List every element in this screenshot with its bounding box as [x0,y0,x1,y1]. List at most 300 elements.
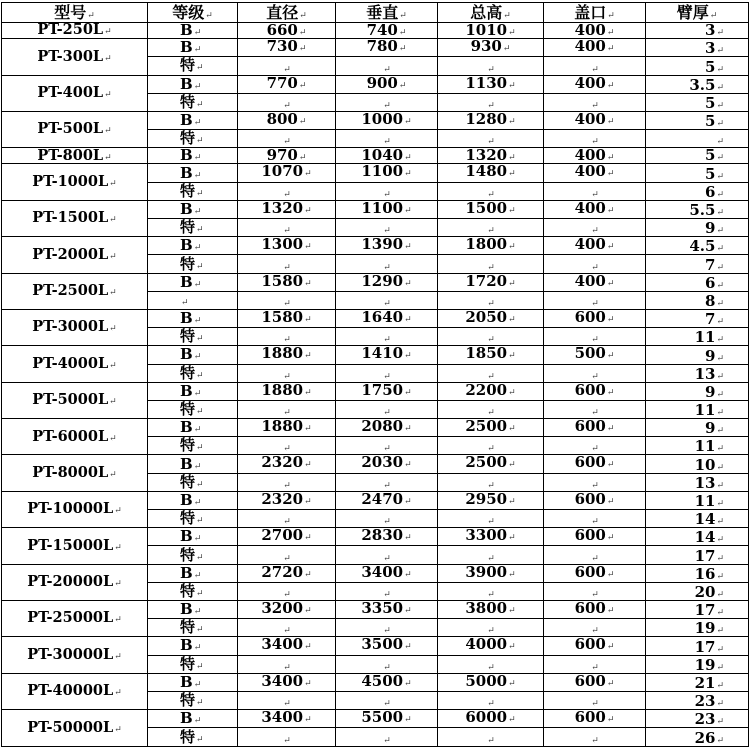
model-cell [2,23,148,39]
paragraph-mark: ↵ [283,100,291,111]
cell-value: B [180,147,193,164]
model-cell [2,164,148,200]
cell-value: 600 [574,636,606,654]
paragraph-mark: ↵ [104,27,112,38]
cell-value: 1500 [465,200,508,217]
height-cell [438,219,544,237]
cell-value: 2320 [261,491,304,508]
cell-value: 特 [180,473,196,491]
wall-cell [646,400,749,418]
wall-cell [646,273,749,291]
cell-value: 400 [574,163,606,181]
paragraph-mark: ↵ [606,314,615,325]
paragraph-mark: ↵ [502,44,511,55]
grade-cell [148,710,238,728]
paragraph-mark: ↵ [487,100,495,111]
paragraph-mark: ↵ [508,242,516,253]
paragraph-mark: ↵ [304,387,312,398]
grade-cell [148,164,238,182]
wall-cell [646,148,749,164]
height-cell [438,600,544,618]
paragraph-mark: ↵ [193,45,202,56]
paragraph-mark: ↵ [404,678,412,689]
cell-value: 2500 [465,454,508,472]
height-cell [438,57,544,75]
paragraph-mark: ↵ [716,298,724,309]
table-row [2,564,749,582]
paragraph-mark: ↵ [104,126,112,137]
cell-value: 2320 [261,454,304,472]
paragraph-mark: ↵ [193,243,202,254]
table-row [2,455,749,473]
table-row [2,23,749,39]
diameter-cell [238,437,336,455]
table-row [2,75,749,93]
diameter-cell [238,328,336,346]
cell-value: 400 [574,273,606,290]
paragraph-mark: ↵ [196,516,204,527]
table-row [2,273,749,291]
cell-value: 特 [180,545,196,564]
wall-cell [646,564,749,582]
model-cell [2,637,148,673]
cell-value: 1100 [361,200,404,217]
cell-value: 6 [705,182,716,201]
paragraph-mark: ↵ [193,81,202,92]
opening-cell [544,655,646,673]
opening-cell [544,582,646,600]
cell-value: 2470 [361,491,404,508]
vertical-cell [336,710,438,728]
paragraph-mark: ↵ [383,662,391,673]
grade-cell [148,437,238,455]
opening-cell [544,148,646,164]
vertical-cell [336,364,438,382]
paragraph-mark: ↵ [283,137,291,148]
height-cell [438,473,544,491]
cell-value: PT-300L [37,47,104,65]
opening-cell [544,673,646,691]
wall-cell [646,419,749,437]
diameter-cell [238,637,336,655]
grade-cell [148,528,238,546]
cell-value: 9 [705,382,716,401]
wall-cell [646,600,749,618]
cell-value: 21 [694,673,716,692]
grade-cell [148,491,238,509]
paragraph-mark: ↵ [487,662,495,673]
grade-cell [148,39,238,57]
cell-value: 3350 [361,600,404,617]
cell-value: 400 [574,22,606,39]
opening-cell [544,400,646,418]
paragraph-mark: ↵ [109,215,117,226]
cell-value: PT-4000L [32,354,109,372]
height-cell [438,75,544,93]
vertical-cell [336,382,438,400]
grade-cell [148,148,238,164]
paragraph-mark: ↵ [591,226,599,237]
cell-value: 500 [574,345,606,363]
paragraph-mark: ↵ [606,205,615,216]
paragraph-mark: ↵ [487,226,495,237]
paragraph-mark: ↵ [591,626,599,637]
grade-cell [148,57,238,75]
paragraph-mark: ↵ [606,28,615,39]
cell-value: 9 [705,346,716,365]
diameter-cell [238,710,336,728]
paragraph-mark: ↵ [716,571,724,582]
paragraph-mark: ↵ [606,169,615,180]
cell-value: 770 [266,75,298,92]
height-cell [438,23,544,39]
diameter-cell [238,75,336,93]
cell-value: 26 [694,729,716,747]
opening-cell [544,200,646,218]
paragraph-mark: ↵ [193,279,202,290]
height-cell [438,364,544,382]
vertical-cell [336,75,438,93]
height-cell [438,328,544,346]
diameter-cell [238,93,336,111]
cell-value: PT-50000L [27,718,114,736]
paragraph-mark: ↵ [298,153,307,164]
paragraph-mark: ↵ [487,699,495,710]
paragraph-mark: ↵ [487,64,495,75]
paragraph-mark: ↵ [114,579,122,590]
paragraph-mark: ↵ [193,461,202,472]
paragraph-mark: ↵ [304,205,312,216]
cell-value: PT-25000L [27,609,114,627]
cell-value: B [180,600,193,619]
cell-value: PT-400L [37,83,104,101]
height-cell [438,455,544,473]
opening-cell [544,728,646,747]
grade-cell [148,419,238,437]
wall-cell [646,255,749,273]
vertical-cell [336,655,438,673]
cell-value: 特 [180,254,196,273]
wall-cell [646,546,749,564]
paragraph-mark: ↵ [104,89,112,100]
cell-value: 11 [694,492,716,510]
height-cell [438,655,544,673]
paragraph-mark: ↵ [298,44,307,55]
diameter-cell [238,546,336,564]
diameter-cell [238,673,336,691]
wall-cell [646,111,749,129]
cell-value: 13 [694,364,716,383]
model-cell [2,564,148,600]
paragraph-mark: ↵ [606,642,615,653]
vertical-cell [336,619,438,637]
grade-cell [148,309,238,327]
paragraph-mark: ↵ [508,205,516,216]
cell-value: 3400 [261,709,304,727]
paragraph-mark: ↵ [109,178,117,189]
paragraph-mark: ↵ [383,444,391,455]
wall-cell [646,728,749,747]
paragraph-mark: ↵ [716,64,724,75]
height-cell [438,400,544,418]
cell-value: PT-3000L [32,318,109,336]
cell-value: B [180,564,193,582]
grade-cell [148,564,238,582]
paragraph-mark: ↵ [487,480,495,491]
cell-value: PT-20000L [27,573,114,591]
vertical-cell [336,564,438,582]
paragraph-mark: ↵ [716,335,724,346]
diameter-cell [238,309,336,327]
cell-value: PT-10000L [27,500,114,518]
diameter-cell [238,57,336,75]
wall-cell [646,637,749,655]
cell-value: 1300 [261,236,304,254]
height-cell [438,255,544,273]
grade-cell [148,255,238,273]
cell-value: 400 [574,38,606,56]
cell-value: 4.5 [689,237,716,255]
vertical-cell [336,328,438,346]
cell-value: 1750 [361,382,404,399]
cell-value: B [180,709,193,728]
paragraph-mark: ↵ [716,699,724,710]
vertical-cell [336,57,438,75]
vertical-cell [336,200,438,218]
vertical-cell [336,673,438,691]
cell-value: 3400 [361,564,404,581]
paragraph-mark: ↵ [508,496,516,507]
opening-cell [544,600,646,618]
cell-value: 1290 [361,273,404,290]
paragraph-mark: ↵ [193,534,202,545]
paragraph-mark: ↵ [196,188,204,199]
opening-cell [544,273,646,291]
paragraph-mark: ↵ [508,424,516,435]
paragraph-mark: ↵ [487,736,495,746]
paragraph-mark: ↵ [404,424,412,435]
cell-value: B [180,111,193,130]
opening-cell [544,546,646,564]
cell-value: PT-8000L [32,463,109,481]
diameter-cell [238,273,336,291]
diameter-cell [238,219,336,237]
paragraph-mark: ↵ [716,589,724,600]
opening-cell [544,491,646,509]
header-total-height: 总高↵ [438,3,544,23]
opening-cell [544,93,646,111]
paragraph-mark: ↵ [104,53,112,64]
opening-cell [544,75,646,93]
opening-cell [544,328,646,346]
cell-value: 900 [366,75,398,92]
paragraph-mark: ↵ [487,189,495,200]
cell-value: 20 [694,582,716,601]
opening-cell [544,637,646,655]
vertical-cell [336,237,438,255]
cell-value: 13 [694,473,716,492]
cell-value: 970 [266,147,298,164]
paragraph-mark: ↵ [283,736,291,746]
cell-value: 3400 [261,636,304,654]
paragraph-mark: ↵ [487,298,495,309]
cell-value: 2700 [261,527,304,545]
paragraph-mark: ↵ [109,324,117,335]
cell-value: 特 [180,56,196,75]
paragraph-mark: ↵ [196,552,204,563]
paragraph-mark: ↵ [487,444,495,455]
vertical-cell [336,728,438,747]
cell-value: 3300 [465,527,508,545]
paragraph-mark: ↵ [591,262,599,273]
paragraph-mark: ↵ [716,480,724,491]
paragraph-mark: ↵ [193,316,202,327]
cell-value: 780 [366,38,398,56]
cell-value: 740 [366,22,398,39]
opening-cell [544,510,646,528]
paragraph-mark: ↵ [404,242,412,253]
paragraph-mark: ↵ [196,63,204,74]
paragraph-mark: ↵ [383,335,391,346]
model-cell [2,200,148,236]
diameter-cell [238,23,336,39]
paragraph-mark: ↵ [591,371,599,382]
cell-value: B [180,382,193,400]
cell-value: B [180,527,193,546]
model-cell [2,346,148,382]
grade-cell [148,75,238,93]
paragraph-mark: ↵ [193,388,202,399]
diameter-cell [238,382,336,400]
paragraph-mark: ↵ [114,506,122,517]
paragraph-mark: ↵ [283,662,291,673]
opening-cell [544,164,646,182]
paragraph-mark: ↵ [109,251,117,262]
cell-value: B [180,454,193,473]
paragraph-mark: ↵ [716,535,724,546]
paragraph-mark: ↵ [383,262,391,273]
wall-cell [646,200,749,218]
cell-value: B [180,636,193,655]
paragraph-mark: ↵ [716,100,724,111]
paragraph-mark: ↵ [283,589,291,600]
paragraph-mark: ↵ [404,460,412,471]
paragraph-mark: ↵ [716,444,724,455]
paragraph-mark: ↵ [298,116,307,127]
model-cell [2,419,148,455]
paragraph-mark: ↵ [508,460,516,471]
cell-value: 400 [574,200,606,217]
paragraph-mark: ↵ [508,169,516,180]
opening-cell [544,528,646,546]
cell-value: 特 [180,436,196,455]
height-cell [438,619,544,637]
paragraph-mark: ↵ [383,371,391,382]
cell-value: 1040 [361,147,404,164]
diameter-cell [238,237,336,255]
height-cell [438,39,544,57]
paragraph-mark: ↵ [193,153,202,164]
cell-value: 17 [694,637,716,656]
paragraph-mark: ↵ [591,335,599,346]
grade-cell [148,510,238,528]
cell-value: 400 [574,236,606,254]
vertical-cell [336,637,438,655]
paragraph-mark: ↵ [591,298,599,309]
cell-value: PT-15000L [27,536,114,554]
cell-value: 600 [574,564,606,581]
paragraph-mark: ↵ [606,460,615,471]
cell-value: 600 [574,709,606,727]
paragraph-mark: ↵ [283,335,291,346]
vertical-cell [336,437,438,455]
paragraph-mark: ↵ [606,351,615,362]
opening-cell [544,710,646,728]
cell-value: B [180,345,193,364]
cell-value: 400 [574,75,606,92]
paragraph-mark: ↵ [114,615,122,626]
paragraph-mark: ↵ [404,496,412,507]
cell-value: 2720 [261,564,304,581]
paragraph-mark: ↵ [304,278,312,289]
paragraph-mark: ↵ [404,642,412,653]
cell-value: 23 [694,692,716,710]
grade-cell [148,219,238,237]
cell-value: B [180,491,193,509]
paragraph-mark: ↵ [193,352,202,363]
paragraph-mark: ↵ [304,569,312,580]
spec-table [1,2,749,747]
cell-value: 特 [180,727,196,746]
paragraph-mark: ↵ [716,353,724,364]
paragraph-mark: ↵ [109,360,117,371]
paragraph-mark: ↵ [606,715,615,726]
table-row [2,39,749,57]
paragraph-mark: ↵ [114,724,122,735]
paragraph-mark: ↵ [487,553,495,564]
paragraph-mark: ↵ [196,225,204,236]
cell-value: 1390 [361,236,404,254]
wall-cell [646,528,749,546]
cell-value: 1070 [261,163,304,181]
wall-cell [646,382,749,400]
paragraph-mark: ↵ [304,169,312,180]
paragraph-mark: ↵ [114,688,122,699]
height-cell [438,546,544,564]
height-cell [438,273,544,291]
cell-value: 5000 [465,673,508,690]
paragraph-mark: ↵ [196,588,204,599]
vertical-cell [336,39,438,57]
cell-value: 特 [180,618,196,637]
paragraph-mark: ↵ [193,206,202,217]
paragraph-mark: ↵ [304,715,312,726]
paragraph-mark: ↵ [304,424,312,435]
wall-cell [646,309,749,327]
diameter-cell [238,291,336,309]
cell-value: 1010 [465,22,508,39]
vertical-cell [336,400,438,418]
diameter-cell [238,130,336,148]
paragraph-mark: ↵ [606,678,615,689]
height-cell [438,291,544,309]
cell-value: PT-6000L [32,427,109,445]
cell-value: 1580 [261,273,304,290]
paragraph-mark: ↵ [193,570,202,581]
paragraph-mark: ↵ [716,262,724,273]
cell-value: 23 [694,710,716,728]
grade-cell [148,619,238,637]
